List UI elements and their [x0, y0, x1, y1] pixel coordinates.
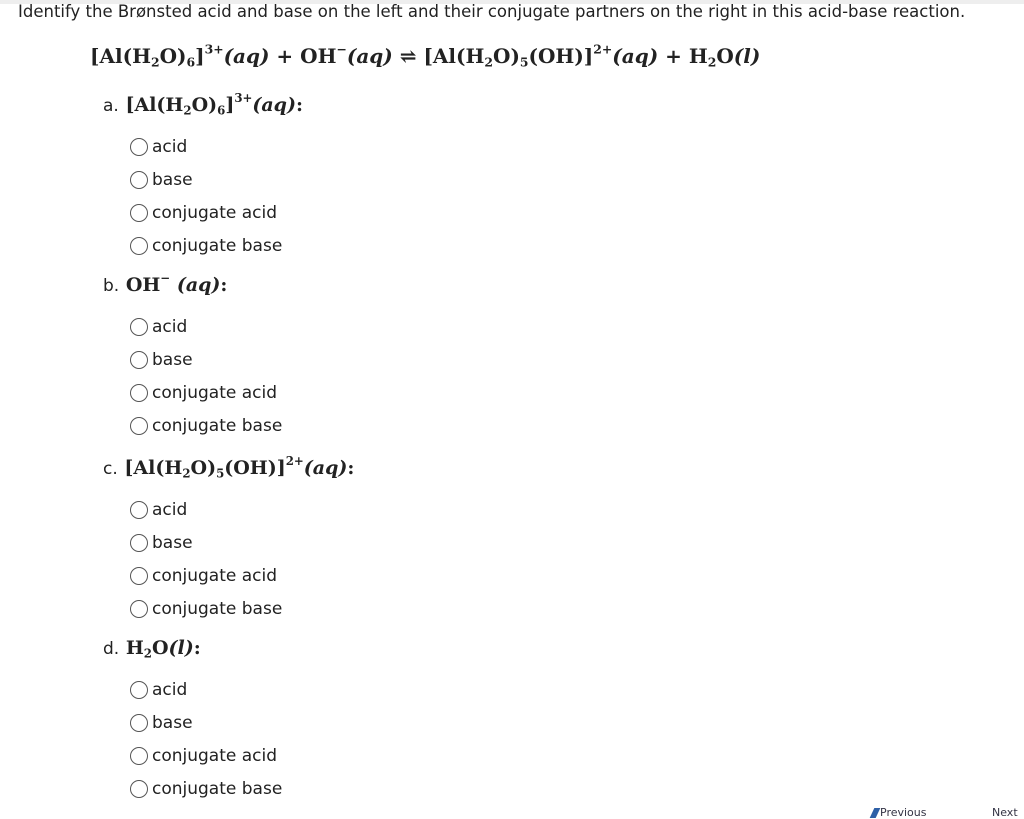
radio-button[interactable] [130, 237, 148, 255]
question-c-label: c. $[Al(H_2O)_5(OH)]^{2+}(aq)$: [103, 454, 355, 481]
radio-button[interactable] [130, 501, 148, 519]
option-a-conjugate-base[interactable]: conjugate base [130, 234, 282, 258]
option-d-acid[interactable]: acid [130, 678, 187, 702]
next-button[interactable]: Next [992, 806, 1018, 819]
option-c-base[interactable]: base [130, 531, 193, 555]
radio-button[interactable] [130, 600, 148, 618]
radio-button[interactable] [130, 204, 148, 222]
previous-button[interactable]: Previous [872, 806, 927, 815]
option-a-base[interactable]: base [130, 168, 193, 192]
question-d-label: d. $H_2O(l)$: [103, 637, 201, 661]
option-d-conjugate-base[interactable]: conjugate base [130, 777, 282, 801]
radio-button[interactable] [130, 318, 148, 336]
radio-button[interactable] [130, 681, 148, 699]
option-d-conjugate-acid[interactable]: conjugate acid [130, 744, 277, 768]
option-b-conjugate-acid[interactable]: conjugate acid [130, 381, 277, 405]
radio-button[interactable] [130, 567, 148, 585]
radio-button[interactable] [130, 780, 148, 798]
radio-button[interactable] [130, 171, 148, 189]
question-b-label: b. OH− (aq): [103, 271, 228, 296]
radio-button[interactable] [130, 384, 148, 402]
radio-button[interactable] [130, 534, 148, 552]
option-c-conjugate-base[interactable]: conjugate base [130, 597, 282, 621]
option-b-acid[interactable]: acid [130, 315, 187, 339]
option-b-base[interactable]: base [130, 348, 193, 372]
option-c-conjugate-acid[interactable]: conjugate acid [130, 564, 277, 588]
radio-button[interactable] [130, 417, 148, 435]
radio-button[interactable] [130, 351, 148, 369]
question-prompt: Identify the Brønsted acid and base on the left and their conjugate partners on the right in this acid-base reaction. [18, 2, 966, 21]
radio-button[interactable] [130, 138, 148, 156]
radio-button[interactable] [130, 714, 148, 732]
option-d-base[interactable]: base [130, 711, 193, 735]
radio-button[interactable] [130, 747, 148, 765]
option-c-acid[interactable]: acid [130, 498, 187, 522]
option-b-conjugate-base[interactable]: conjugate base [130, 414, 282, 438]
option-a-conjugate-acid[interactable]: conjugate acid [130, 201, 277, 225]
reaction-equation: $[Al(H_2O)_6]^{3+}(aq) + OH^-(aq)$ ⇌ $[Al(H_2O)_5(OH)]^{2+}(aq) + H_2O(l)$ [90, 41, 761, 70]
question-a-label: a. $[Al(H_2O)_6]^{3+}(aq)$: [103, 91, 303, 118]
option-a-acid[interactable]: acid [130, 135, 187, 159]
